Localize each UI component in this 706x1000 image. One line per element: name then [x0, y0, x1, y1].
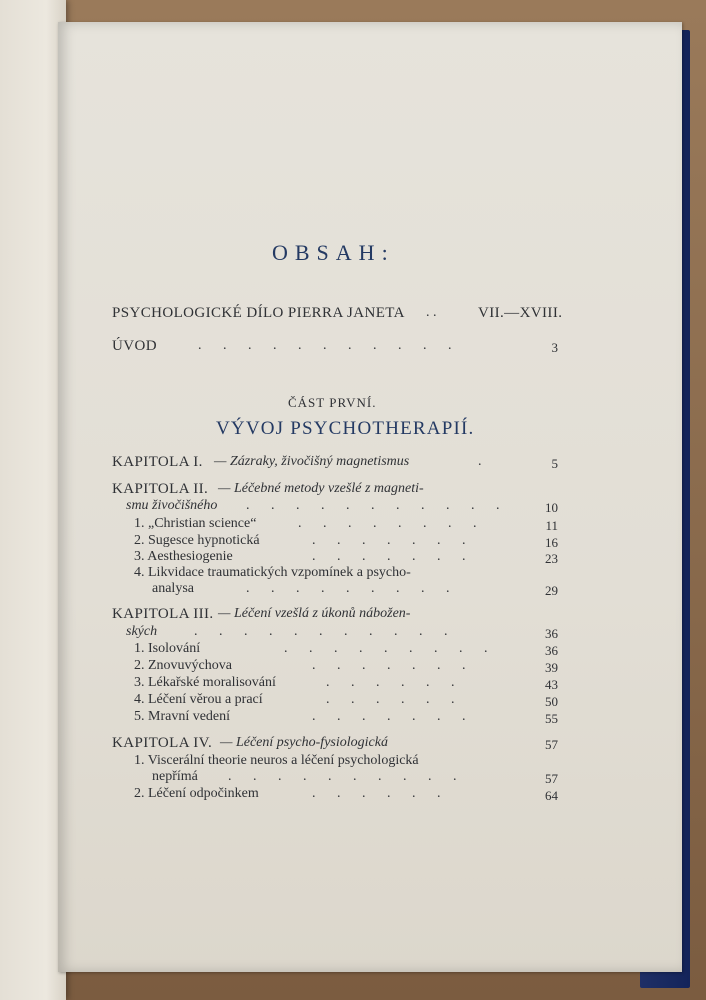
- front-entry-label: ÚVOD: [112, 338, 157, 354]
- chapter-page: 5: [551, 456, 558, 471]
- chapter-dots: .: [478, 454, 482, 469]
- list-item-page: 50: [545, 694, 558, 709]
- list-item-page: 16: [545, 535, 558, 550]
- chapter-title: — Léčení psycho-fysiologická: [220, 735, 388, 750]
- chapter-label: KAPITOLA II.: [112, 481, 209, 497]
- list-item-page: 55: [545, 711, 558, 726]
- list-item: 4. Léčení věrou a prací: [134, 692, 263, 707]
- list-item-dots: . . . . . . .: [312, 533, 475, 548]
- list-item-dots: . . . . . . . . .: [246, 581, 459, 596]
- page-title: OBSAH:: [272, 240, 395, 265]
- chapter-page: 10: [545, 500, 558, 515]
- list-item: 2. Léčení odpočinkem: [134, 786, 259, 801]
- list-item-dots: . . . . . .: [312, 786, 450, 801]
- left-page-edge: [0, 0, 66, 1000]
- front-entry-dots: . . . . . . . . . . .: [198, 338, 461, 353]
- list-item: 1. „Christian science“: [134, 516, 257, 531]
- chapter-page: 36: [545, 626, 558, 641]
- list-item-dots: . . . . . . . . . .: [228, 769, 466, 784]
- chapter-dots: . . . . . . . . . . .: [194, 624, 457, 639]
- part-title: VÝVOJ PSYCHOTHERAPIÍ.: [216, 418, 475, 439]
- list-item-dots: . . . . . .: [326, 692, 464, 707]
- front-entry-page: 3: [551, 340, 558, 355]
- front-entry-page: VII.—XVIII.: [478, 305, 563, 321]
- list-item-dots: . . . . . .: [326, 675, 464, 690]
- chapter-title: — Léčebné metody vzešlé z magneti-: [218, 481, 424, 496]
- chapter-page: 57: [545, 737, 558, 752]
- list-item-page: 29: [545, 583, 558, 598]
- front-entry-dots: . .: [426, 305, 437, 320]
- list-item-dots: . . . . . . . . .: [284, 641, 497, 656]
- list-item: 3. Aesthesiogenie: [134, 549, 233, 564]
- list-item-page: 43: [545, 677, 558, 692]
- list-item-page: 64: [545, 788, 558, 803]
- chapter-title-cont: smu živočišného: [126, 498, 218, 513]
- list-item-page: 36: [545, 643, 558, 658]
- list-item-page: 11: [545, 518, 558, 533]
- list-item: 2. Sugesce hypnotická: [134, 533, 260, 548]
- list-item-cont: nepřímá: [152, 769, 198, 784]
- chapter-title: — Zázraky, živočišný magnetismus: [214, 454, 410, 469]
- list-item-dots: . . . . . . .: [312, 658, 475, 673]
- list-item-dots: . . . . . . .: [312, 549, 475, 564]
- list-item: 2. Znovuvýchova: [134, 658, 232, 673]
- chapter-label: KAPITOLA IV.: [112, 735, 213, 751]
- front-entry-label: PSYCHOLOGICKÉ DÍLO PIERRA JANETA: [112, 305, 405, 321]
- list-item-page: 23: [545, 551, 558, 566]
- list-item-cont: analysa: [152, 581, 194, 596]
- list-item: 5. Mravní vedení: [134, 709, 231, 724]
- list-item: 1. Isolování: [134, 641, 201, 656]
- list-item-page: 39: [545, 660, 558, 675]
- list-item-dots: . . . . . . . .: [298, 516, 486, 531]
- chapter-title: — Léčení vzešlá z úkonů nábožen-: [218, 606, 411, 621]
- chapter-label: KAPITOLA I.: [112, 454, 203, 470]
- chapter-label: KAPITOLA III.: [112, 606, 214, 622]
- contents-page: [58, 22, 682, 972]
- chapter-title-cont: ských: [126, 624, 158, 639]
- list-item: 1. Viscerální theorie neuros a léčení psychologická: [134, 753, 419, 768]
- list-item: 3. Lékařské moralisování: [134, 675, 276, 690]
- list-item: 4. Likvidace traumatických vzpomínek a psycho-: [134, 565, 411, 580]
- list-item-dots: . . . . . . .: [312, 709, 475, 724]
- list-item-page: 57: [545, 771, 558, 786]
- chapter-dots: . . . . . . . . . . .: [246, 498, 509, 513]
- part-heading: ČÁST PRVNÍ.: [288, 395, 377, 410]
